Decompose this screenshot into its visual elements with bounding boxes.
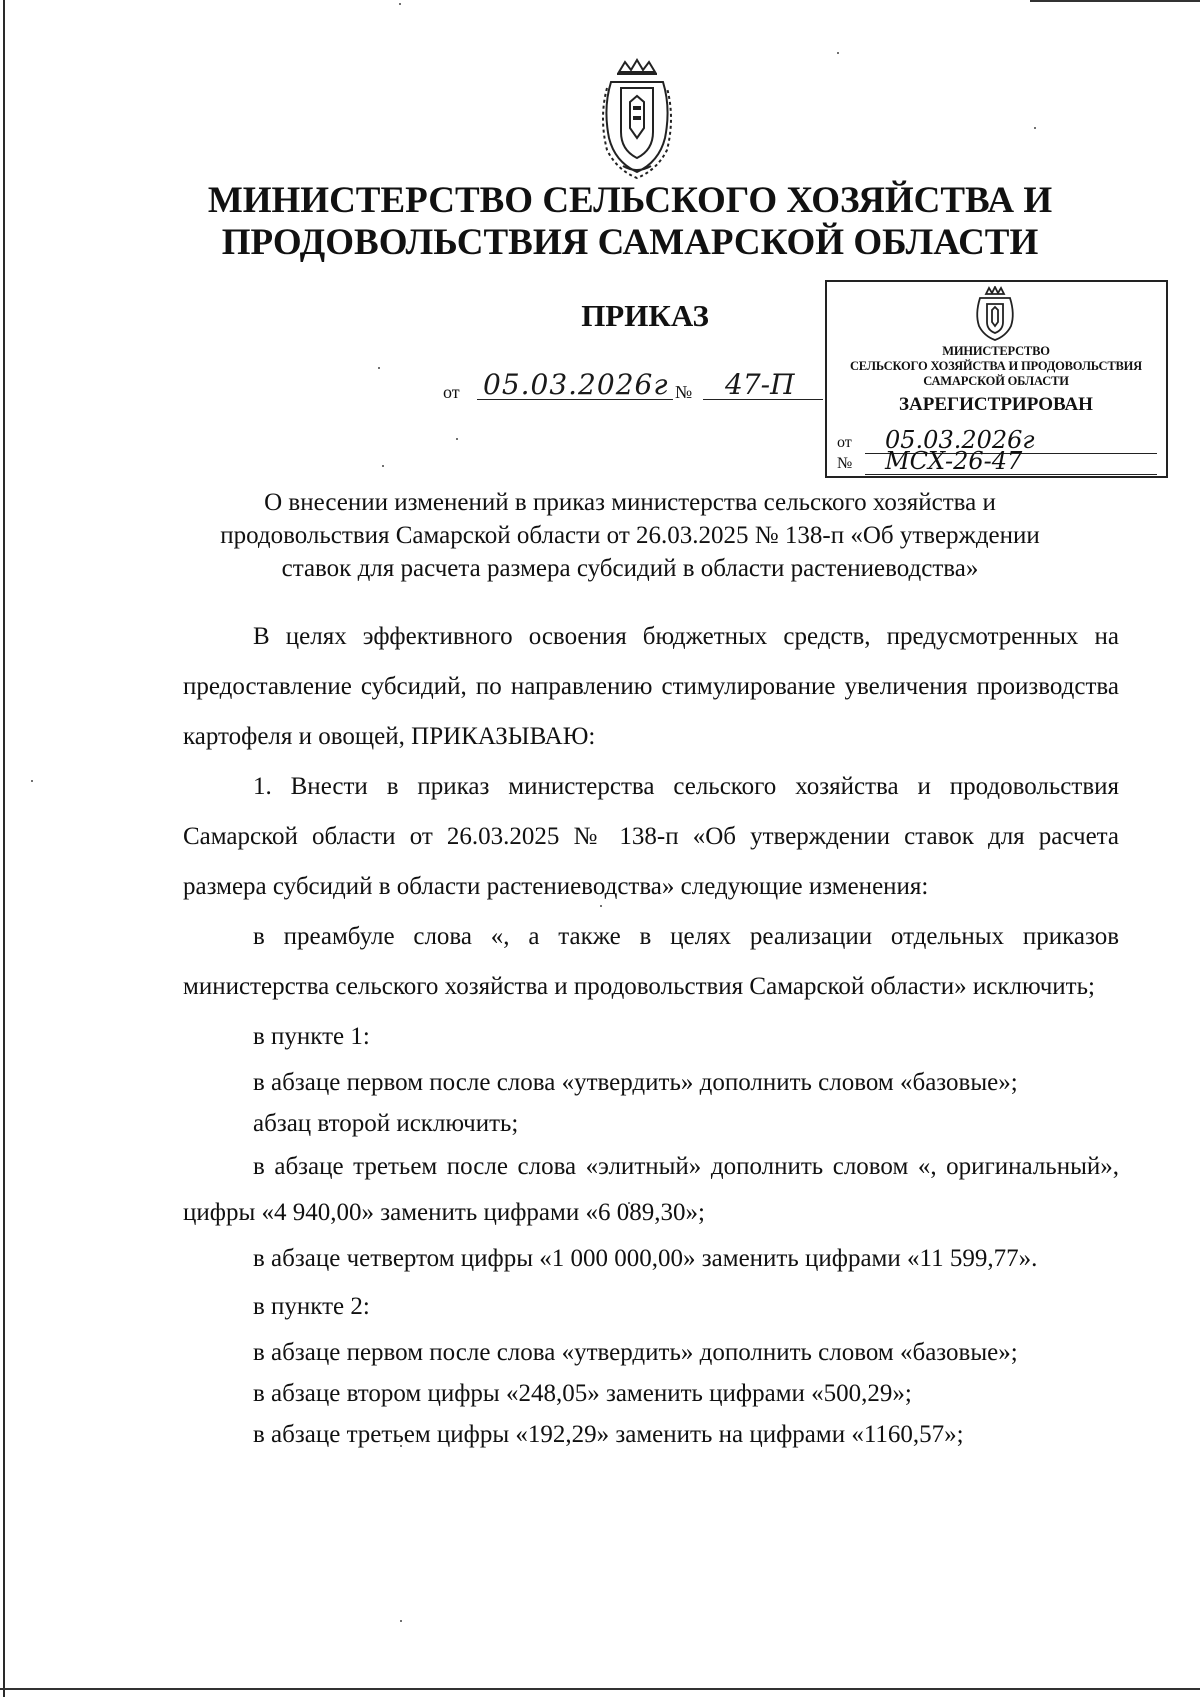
body-paragraph: в абзаце втором цифры «248,05» заменить цифрами «500,29»;	[253, 1380, 912, 1407]
scan-speck	[382, 465, 384, 467]
stamp-coat-of-arms-icon	[972, 286, 1018, 342]
stamp-date-handwritten: 05.03.2026г	[865, 426, 1157, 454]
body-paragraph-point1-heading: в пункте 1:	[253, 1023, 370, 1050]
coat-of-arms-icon	[597, 58, 677, 180]
body-paragraph-preamble-change: в преамбуле слова «, а также в целях реализации отдельных приказов министерства сельского хозяйства и продовольствия Самарской области» исключить;	[183, 923, 1119, 1000]
stamp-org-line2: СЕЛЬСКОГО ХОЗЯЙСТВА И ПРОДОВОЛЬСТВИЯ	[849, 359, 1143, 373]
body-paragraph-point2-heading: в пункте 2:	[253, 1293, 370, 1320]
scan-edge-bottom	[0, 1688, 1200, 1690]
order-date-label: от	[443, 382, 460, 402]
order-number-handwritten: 47-П	[703, 368, 823, 400]
order-subject	[160, 486, 1100, 585]
registration-stamp	[825, 280, 1168, 478]
stamp-organization	[827, 344, 1165, 389]
order-number-label: №	[675, 382, 693, 402]
stamp-number-row	[837, 445, 1167, 475]
body-paragraph: в абзаце третьем после слова «элитный» дополнить словом «, оригинальный», цифры «4 940,00» заменить цифрами «6 089,30»;	[183, 1153, 1119, 1226]
body-paragraph: в абзаце четвертом цифры «1 000 000,00» заменить цифрами «11 599,77».	[253, 1245, 1038, 1272]
scan-speck	[399, 3, 401, 5]
order-date-handwritten: 05.03.2026г	[477, 368, 673, 400]
scan-speck	[378, 367, 380, 369]
order-body	[183, 612, 1119, 1455]
scan-speck	[31, 780, 33, 782]
body-paragraph: абзац второй исключить;	[253, 1110, 519, 1137]
body-paragraph-preamble: В целях эффективного освоения бюджетных средств, предусмотренных на предоставление субсидий, по направлению стимулирование увеличения производства картофеля и овощей, ПРИКАЗЫВАЮ:	[183, 623, 1119, 750]
scan-speck	[1034, 127, 1036, 129]
ministry-title-line2: ПРОДОВОЛЬСТВИЯ САМАРСКОЙ ОБЛАСТИ	[221, 222, 1039, 263]
ministry-title	[150, 180, 1110, 264]
subject-line3: ставок для расчета размера субсидий в области растениеводства»	[281, 555, 979, 582]
subject-line2: продовольствия Самарской области от 26.03.2025 № 138-п «Об утверждении	[220, 522, 1040, 549]
scan-speck	[837, 52, 839, 54]
order-title: ПРИКАЗ	[581, 298, 709, 333]
scan-speck	[400, 1620, 402, 1622]
body-paragraph-item1: 1. Внести в приказ министерства сельского хозяйства и продовольствия Самарской области от 26.03.2025 № 138-п «Об утверждении ставок для расчета размера субсидий в области растениеводства» следующие изменения:	[183, 773, 1119, 900]
ministry-title-line1: МИНИСТЕРСТВО СЕЛЬСКОГО ХОЗЯЙСТВА И	[207, 180, 1053, 221]
stamp-number-label: №	[837, 455, 853, 472]
stamp-org-line1: МИНИСТЕРСТВО	[942, 344, 1050, 358]
body-paragraph: в абзаце первом после слова «утвердить» дополнить словом «базовые»;	[253, 1339, 1018, 1366]
scan-edge-left	[3, 0, 5, 1697]
stamp-number-handwritten: МСХ-26-47	[865, 447, 1157, 475]
stamp-status: ЗАРЕГИСТРИРОВАН	[899, 394, 1093, 415]
stamp-org-line3: САМАРСКОЙ ОБЛАСТИ	[923, 374, 1069, 388]
body-paragraph: в абзаце третьем цифры «192,29» заменить на цифрами «1160,57»;	[253, 1421, 964, 1448]
body-paragraph: в абзаце первом после слова «утвердить» дополнить словом «базовые»;	[253, 1069, 1018, 1096]
subject-line1: О внесении изменений в приказ министерства сельского хозяйства и	[264, 489, 996, 516]
stamp-date-label: от	[837, 434, 852, 451]
order-date-number	[443, 368, 823, 408]
scan-edge-top	[1030, 0, 1200, 2]
scan-speck	[456, 438, 458, 440]
